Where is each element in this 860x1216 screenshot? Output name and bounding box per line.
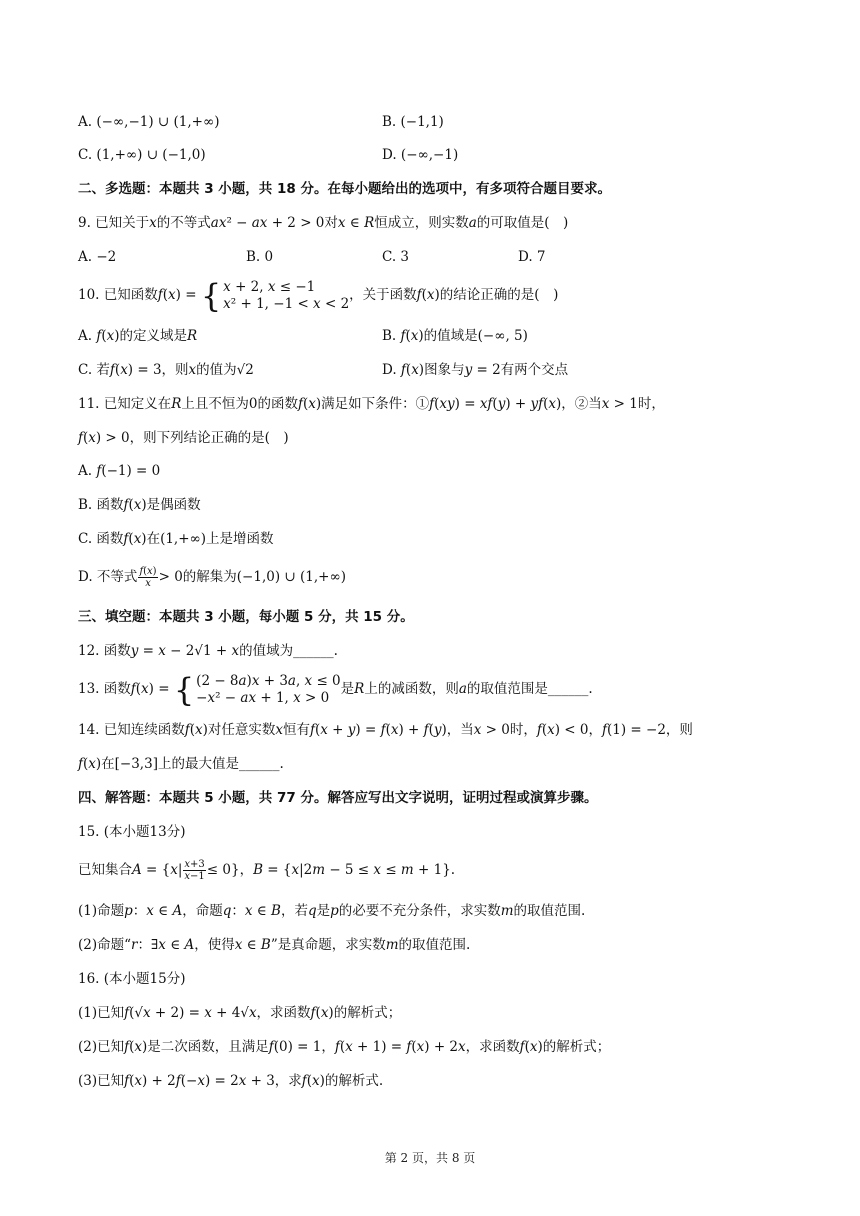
q11-option-d-post: > 0的解集为(−1,0) ∪ (1,+∞): [158, 569, 346, 585]
q10-case2: 𝑥² + 1, −1 < 𝑥 < 2: [223, 295, 350, 312]
q11-option-d-pre: D. 不等式: [78, 569, 138, 585]
q13-pre: 13. 函数𝑓(𝑥) =: [78, 681, 170, 697]
q13-case1: (2 − 8𝑎)𝑥 + 3𝑎, 𝑥 ≤ 0: [196, 672, 341, 689]
q15-fraction: [183, 859, 205, 882]
q10-piecewise: [200, 276, 350, 315]
q10-case1: 𝑥 + 2, 𝑥 ≤ −1: [223, 278, 316, 295]
q15-set-pre: 已知集合𝐴 = {𝑥|: [78, 862, 183, 878]
q10-option-b: B. 𝑓(𝑥)的值域是(−∞, 5): [382, 328, 528, 344]
q11-option-b: B. 函数𝑓(𝑥)是偶函数: [78, 497, 201, 513]
page-footer: 第 2 页，共 8 页: [384, 1151, 476, 1165]
q13-text: [78, 672, 593, 707]
q10-stem-pre: 10. 已知函数𝑓(𝑥) =: [78, 287, 197, 303]
q8-option-c: C. (1,+∞) ∪ (−1,0): [78, 147, 206, 163]
q11-option-a: A. 𝑓(−1) = 0: [78, 463, 161, 479]
q16-part3: (3)已知𝑓(𝑥) + 2𝑓(−𝑥) = 2𝑥 + 3，求𝑓(𝑥)的解析式.: [78, 1073, 384, 1089]
q11-stem-line2: 𝑓(𝑥) > 0，则下列结论正确的是( ): [78, 430, 289, 446]
q9-option-b: B. 0: [246, 249, 274, 265]
q10-option-a: A. 𝑓(𝑥)的定义域是𝑅: [78, 328, 198, 344]
q8-option-b: B. (−1,1): [382, 114, 444, 130]
q9-option-a: A. −2: [78, 249, 117, 265]
q10-stem-post: ，关于函数𝑓(𝑥)的结论正确的是( ): [349, 287, 559, 303]
q10-option-d: D. 𝑓(𝑥)图象与𝑦 = 2有两个交点: [382, 362, 569, 378]
section3-heading: 三、填空题：本题共 3 小题，每小题 5 分，共 15 分。: [78, 609, 414, 625]
brace-icon: {: [200, 276, 222, 315]
q15-title: 15. (本小题13分): [78, 824, 186, 840]
q13-piecewise: [173, 670, 341, 709]
q9-option-c: C. 3: [382, 249, 410, 265]
fraction-numerator: 𝑓(𝑥): [139, 566, 157, 577]
q13-post: 是𝑅上的减函数，则𝑎的取值范围是______.: [340, 681, 593, 697]
section2-heading: 二、多选题：本题共 3 小题，共 18 分。在每小题给出的选项中，有多项符合题目要求。: [78, 181, 611, 197]
q8-option-d: D. (−∞,−1): [382, 147, 459, 163]
q9-option-d: D. 7: [518, 249, 546, 265]
q15-part2: (2)命题“𝑟：∃𝑥 ∈ 𝐴，使得𝑥 ∈ 𝐵”是真命题，求实数𝑚的取值范围.: [78, 937, 471, 953]
q10-option-c: C. 若𝑓(𝑥) = 3，则𝑥的值为√2: [78, 362, 254, 378]
q11-option-c: C. 函数𝑓(𝑥)在(1,+∞)上是增函数: [78, 531, 274, 547]
fraction-denominator: 𝑥: [145, 578, 151, 589]
fraction-numerator: 𝑥+3: [184, 859, 205, 870]
q13-case2: −𝑥² − 𝑎𝑥 + 1, 𝑥 > 0: [196, 689, 330, 706]
q16-part2: (2)已知𝑓(𝑥)是二次函数，且满足𝑓(0) = 1，𝑓(𝑥 + 1) = 𝑓(𝑥) + 2𝑥，求函数𝑓(𝑥)的解析式；: [78, 1039, 611, 1055]
q12-text: 12. 函数𝑦 = 𝑥 − 2√1 + 𝑥的值域为______.: [78, 643, 338, 659]
section4-heading: 四、解答题：本题共 5 小题，共 77 分。解答应写出文字说明，证明过程或演算步骤。: [78, 790, 598, 806]
q11-option-d: [78, 564, 346, 590]
q15-set-post: ≤ 0}，𝐵 = {𝑥|2𝑚 − 5 ≤ 𝑥 ≤ 𝑚 + 1}.: [206, 862, 456, 878]
q15-part1: (1)命题𝑝：𝑥 ∈ 𝐴，命题𝑞：𝑥 ∈ 𝐵，若𝑞是𝑝的必要不充分条件，求实数𝑚的取值范围.: [78, 903, 586, 919]
q14-line2: 𝑓(𝑥)在[−3,3]上的最大值是______.: [78, 756, 284, 772]
brace-icon: {: [173, 670, 195, 709]
q8-option-a: A. (−∞,−1) ∪ (1,+∞): [78, 114, 220, 130]
q16-part1: (1)已知𝑓(√𝑥 + 2) = 𝑥 + 4√𝑥，求函数𝑓(𝑥)的解析式；: [78, 1005, 402, 1021]
q15-set-definition: [78, 857, 455, 883]
q10-stem: [78, 278, 558, 313]
fraction-denominator: 𝑥−1: [184, 871, 205, 882]
q14-line1: 14. 已知连续函数𝑓(𝑥)对任意实数𝑥恒有𝑓(𝑥 + 𝑦) = 𝑓(𝑥) + 𝑓(𝑦)，当𝑥 > 0时，𝑓(𝑥) < 0，𝑓(1) = −2，则: [78, 722, 693, 738]
q16-title: 16. (本小题15分): [78, 971, 186, 987]
q9-stem: 9. 已知关于𝑥的不等式𝑎𝑥² − 𝑎𝑥 + 2 > 0对𝑥 ∈ 𝑅恒成立，则实数𝑎的可取值是( ): [78, 215, 569, 231]
q11-fraction: [138, 566, 157, 589]
q11-stem-line1: 11. 已知定义在𝑅上且不恒为0的函数𝑓(𝑥)满足如下条件：①𝑓(𝑥𝑦) = 𝑥𝑓(𝑦) + 𝑦𝑓(𝑥)，②当𝑥 > 1时，: [78, 396, 665, 412]
